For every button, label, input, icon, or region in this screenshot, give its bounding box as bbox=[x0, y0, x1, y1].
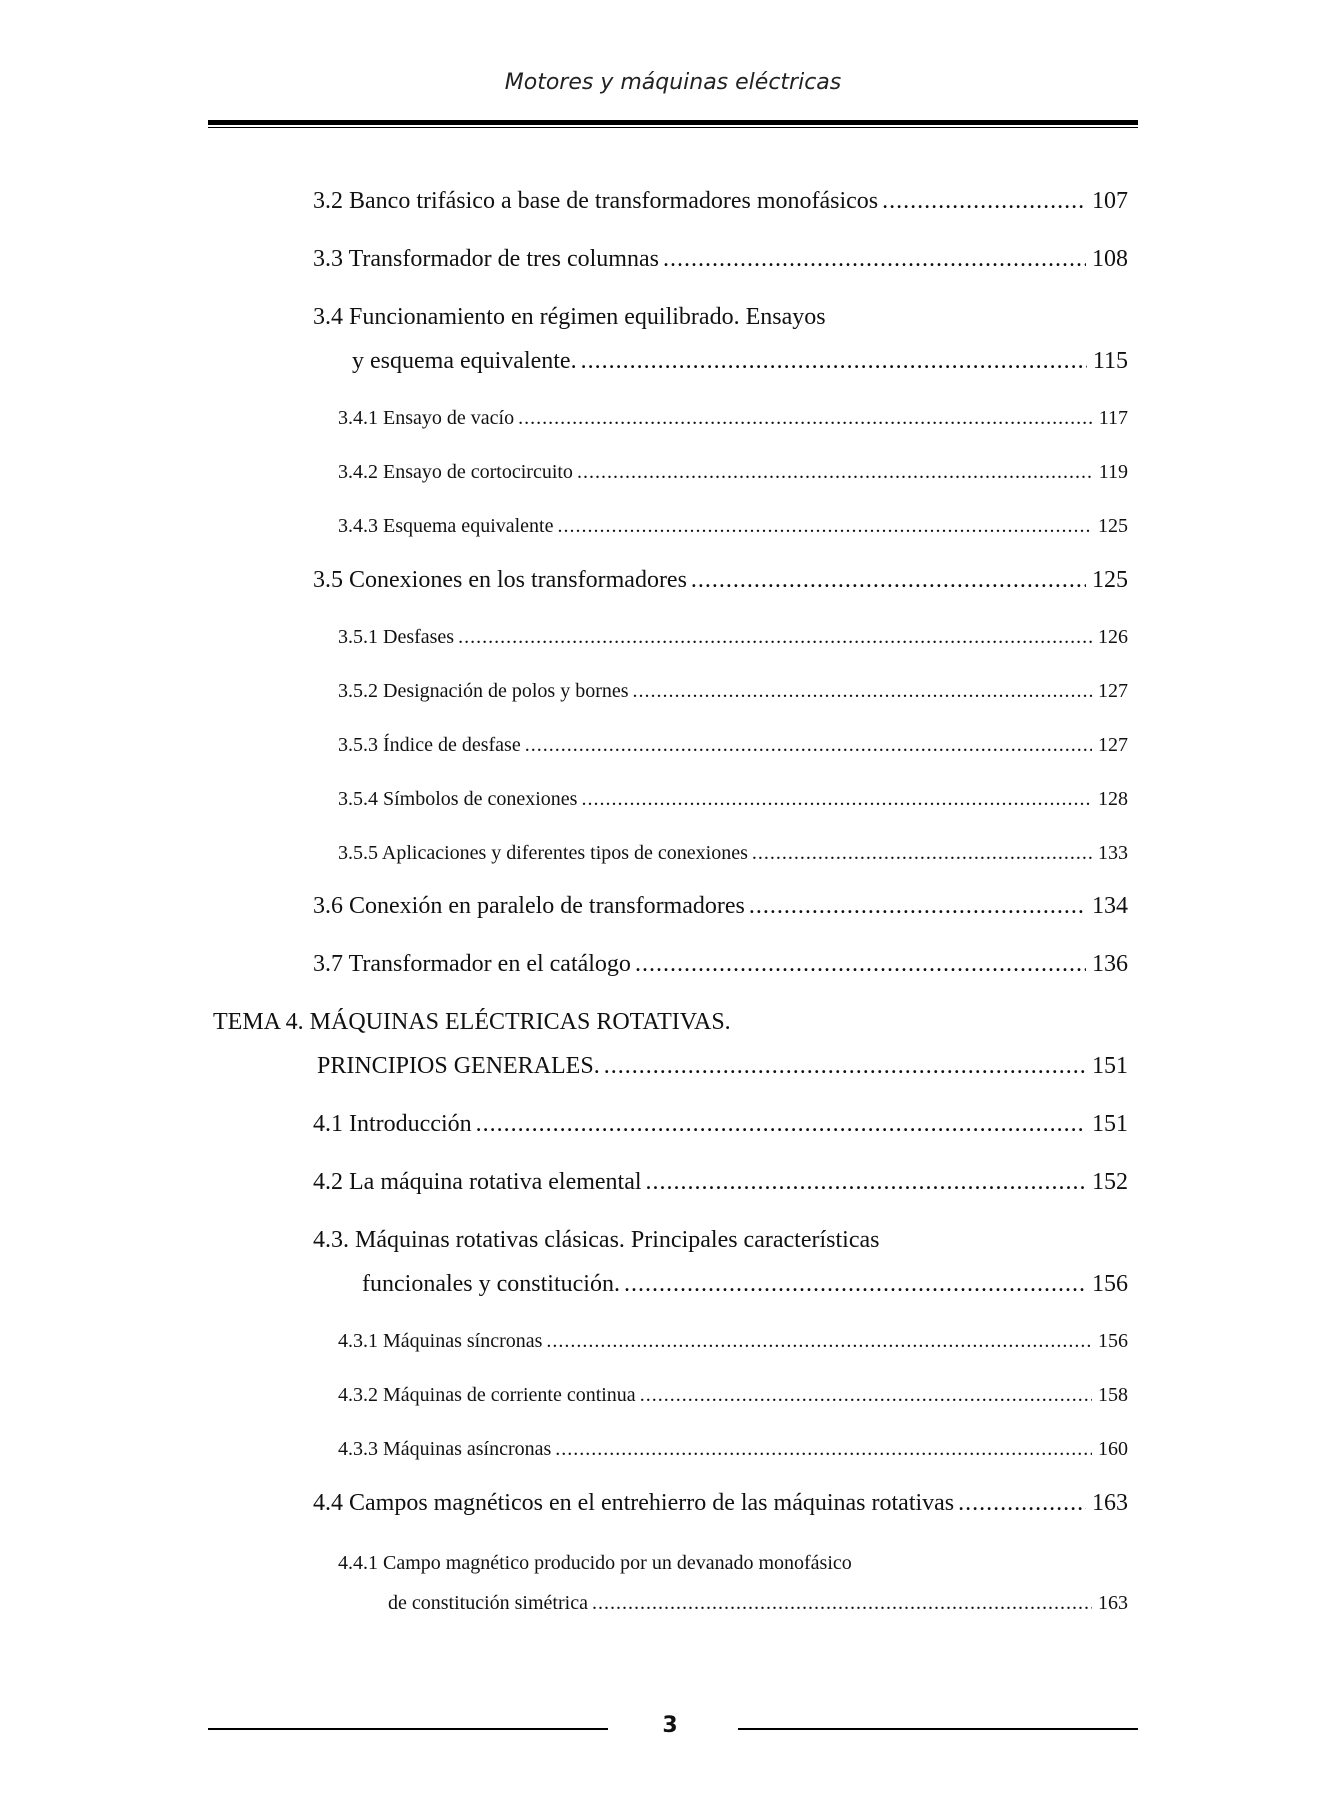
page-number: 3 bbox=[662, 1713, 678, 1738]
toc-page-number: 119 bbox=[1098, 461, 1128, 483]
toc-entry-4-3-1[interactable] bbox=[338, 1330, 1128, 1353]
toc-entry-label: 3.5.2 Designación de polos y bornes bbox=[338, 680, 629, 702]
dot-leader bbox=[546, 1330, 1092, 1353]
running-header: Motores y máquinas eléctricas bbox=[504, 70, 842, 95]
toc-entry-label: 3.5.4 Símbolos de conexiones bbox=[338, 788, 578, 810]
dot-leader bbox=[663, 246, 1086, 273]
toc-entry-label: y esquema equivalente. bbox=[352, 348, 577, 374]
dot-leader bbox=[646, 1169, 1086, 1196]
toc-entry-4-3[interactable] bbox=[362, 1271, 1128, 1298]
toc-entry-3-5-2[interactable] bbox=[338, 680, 1128, 703]
toc-entry-3-4-3[interactable] bbox=[338, 515, 1128, 538]
toc-entry-label: 3.4.1 Ensayo de vacío bbox=[338, 407, 515, 429]
toc-entry-3-6[interactable] bbox=[313, 893, 1128, 920]
dot-leader bbox=[525, 734, 1092, 757]
toc-entry-3-5-4[interactable] bbox=[338, 788, 1128, 811]
toc-entry-label: 3.6 Conexión en paralelo de transformadores bbox=[313, 893, 745, 919]
toc-page-number: 115 bbox=[1092, 348, 1128, 374]
toc-entry-label: 3.5.1 Desfases bbox=[338, 626, 455, 648]
dot-leader bbox=[558, 515, 1093, 538]
dot-leader bbox=[555, 1438, 1092, 1461]
toc-entry-3-4[interactable] bbox=[352, 348, 1128, 375]
toc-entry-4-3-2[interactable] bbox=[338, 1384, 1128, 1407]
toc-entry-label: 4.3.3 Máquinas asíncronas bbox=[338, 1438, 552, 1460]
toc-page-number: 163 bbox=[1092, 1490, 1128, 1516]
toc-entry-label: 4.3.2 Máquinas de corriente continua bbox=[338, 1384, 636, 1406]
toc-entry-label: funcionales y constitución. bbox=[362, 1271, 620, 1297]
dot-leader bbox=[752, 842, 1092, 865]
toc-entry-4-2[interactable] bbox=[313, 1169, 1128, 1196]
toc-page-number: 117 bbox=[1098, 407, 1128, 429]
toc-entry-3-4-2[interactable] bbox=[338, 461, 1128, 484]
toc-entry-label: 3.5.3 Índice de desfase bbox=[338, 734, 521, 756]
toc-page-number: 125 bbox=[1092, 567, 1128, 593]
toc-entry-3-2[interactable] bbox=[313, 188, 1128, 215]
toc-page-number: 127 bbox=[1098, 734, 1128, 756]
toc-page-number: 151 bbox=[1092, 1053, 1128, 1079]
dot-leader bbox=[749, 893, 1086, 920]
toc-page-number: 163 bbox=[1098, 1592, 1128, 1614]
toc-entry-4-4-1[interactable] bbox=[388, 1592, 1128, 1615]
toc-entry-3-5-3[interactable] bbox=[338, 734, 1128, 757]
footer-rule-right bbox=[738, 1728, 1138, 1730]
toc-entry-label: 4.2 La máquina rotativa elemental bbox=[313, 1169, 642, 1195]
toc-entry-label: 3.2 Banco trifásico a base de transformadores monofásicos bbox=[313, 188, 879, 214]
dot-leader bbox=[476, 1111, 1086, 1138]
toc-entry-3-3[interactable] bbox=[313, 246, 1128, 273]
toc-entry-label: 3.4.3 Esquema equivalente bbox=[338, 515, 554, 537]
toc-entry-label: PRINCIPIOS GENERALES. bbox=[317, 1053, 600, 1079]
dot-leader bbox=[882, 188, 1086, 215]
toc-page-number: 108 bbox=[1092, 246, 1128, 272]
toc-chapter-4-title[interactable]: TEMA 4. MÁQUINAS ELÉCTRICAS ROTATIVAS. bbox=[213, 1009, 731, 1035]
toc-entry-label: 4.1 Introducción bbox=[313, 1111, 472, 1137]
toc-page-number: 160 bbox=[1098, 1438, 1128, 1460]
toc-page-number: 128 bbox=[1098, 788, 1128, 810]
toc-page-number: 156 bbox=[1098, 1330, 1128, 1352]
toc-page-number: 151 bbox=[1092, 1111, 1128, 1137]
dot-leader bbox=[592, 1592, 1092, 1615]
toc-page-number: 125 bbox=[1098, 515, 1128, 537]
toc-page-number: 136 bbox=[1092, 951, 1128, 977]
toc-entry-3-5-1[interactable] bbox=[338, 626, 1128, 649]
dot-leader bbox=[633, 680, 1092, 703]
dot-leader bbox=[518, 407, 1093, 430]
toc-page-number: 134 bbox=[1092, 893, 1128, 919]
dot-leader bbox=[624, 1271, 1086, 1298]
toc-entry-4-4-1-title[interactable]: 4.4.1 Campo magnético producido por un devanado monofásico bbox=[338, 1552, 852, 1574]
dot-leader bbox=[458, 626, 1092, 649]
dot-leader bbox=[691, 567, 1086, 594]
toc-entry-4-3-title[interactable]: 4.3. Máquinas rotativas clásicas. Principales características bbox=[313, 1227, 880, 1253]
toc-entry-label: 3.5 Conexiones en los transformadores bbox=[313, 567, 687, 593]
toc-entry-label: 4.4 Campos magnéticos en el entrehierro de las máquinas rotativas bbox=[313, 1490, 955, 1516]
toc-entry-3-5[interactable] bbox=[313, 567, 1128, 594]
toc-page-number: 133 bbox=[1098, 842, 1128, 864]
toc-entry-label: 3.7 Transformador en el catálogo bbox=[313, 951, 631, 977]
dot-leader bbox=[581, 348, 1087, 375]
toc-entry-3-4-title[interactable]: 3.4 Funcionamiento en régimen equilibrado. Ensayos bbox=[313, 304, 826, 330]
dot-leader bbox=[635, 951, 1086, 978]
dot-leader bbox=[958, 1490, 1086, 1517]
dot-leader bbox=[640, 1384, 1092, 1407]
toc-entry-label: de constitución simétrica bbox=[388, 1592, 588, 1614]
toc-entry-3-7[interactable] bbox=[313, 951, 1128, 978]
toc-page-number: 127 bbox=[1098, 680, 1128, 702]
toc-entry-3-5-5[interactable] bbox=[338, 842, 1128, 865]
toc-entry-label: 3.5.5 Aplicaciones y diferentes tipos de conexiones bbox=[338, 842, 748, 864]
toc-page-number: 152 bbox=[1092, 1169, 1128, 1195]
dot-leader bbox=[581, 788, 1092, 811]
toc-entry-4-1[interactable] bbox=[313, 1111, 1128, 1138]
toc-chapter-4[interactable] bbox=[317, 1053, 1128, 1080]
toc-entry-4-4[interactable] bbox=[313, 1490, 1128, 1517]
toc-entry-3-4-1[interactable] bbox=[338, 407, 1128, 430]
toc-page-number: 126 bbox=[1098, 626, 1128, 648]
toc-page-number: 107 bbox=[1092, 188, 1128, 214]
dot-leader bbox=[604, 1053, 1086, 1080]
footer-rule-left bbox=[208, 1728, 608, 1730]
toc-entry-label: 4.3.1 Máquinas síncronas bbox=[338, 1330, 543, 1352]
toc-page-number: 156 bbox=[1092, 1271, 1128, 1297]
toc-entry-4-3-3[interactable] bbox=[338, 1438, 1128, 1461]
toc-page-number: 158 bbox=[1098, 1384, 1128, 1406]
dot-leader bbox=[577, 461, 1093, 484]
header-rule bbox=[208, 120, 1138, 128]
toc-entry-label: 3.3 Transformador de tres columnas bbox=[313, 246, 659, 272]
toc-entry-label: 3.4.2 Ensayo de cortocircuito bbox=[338, 461, 573, 483]
